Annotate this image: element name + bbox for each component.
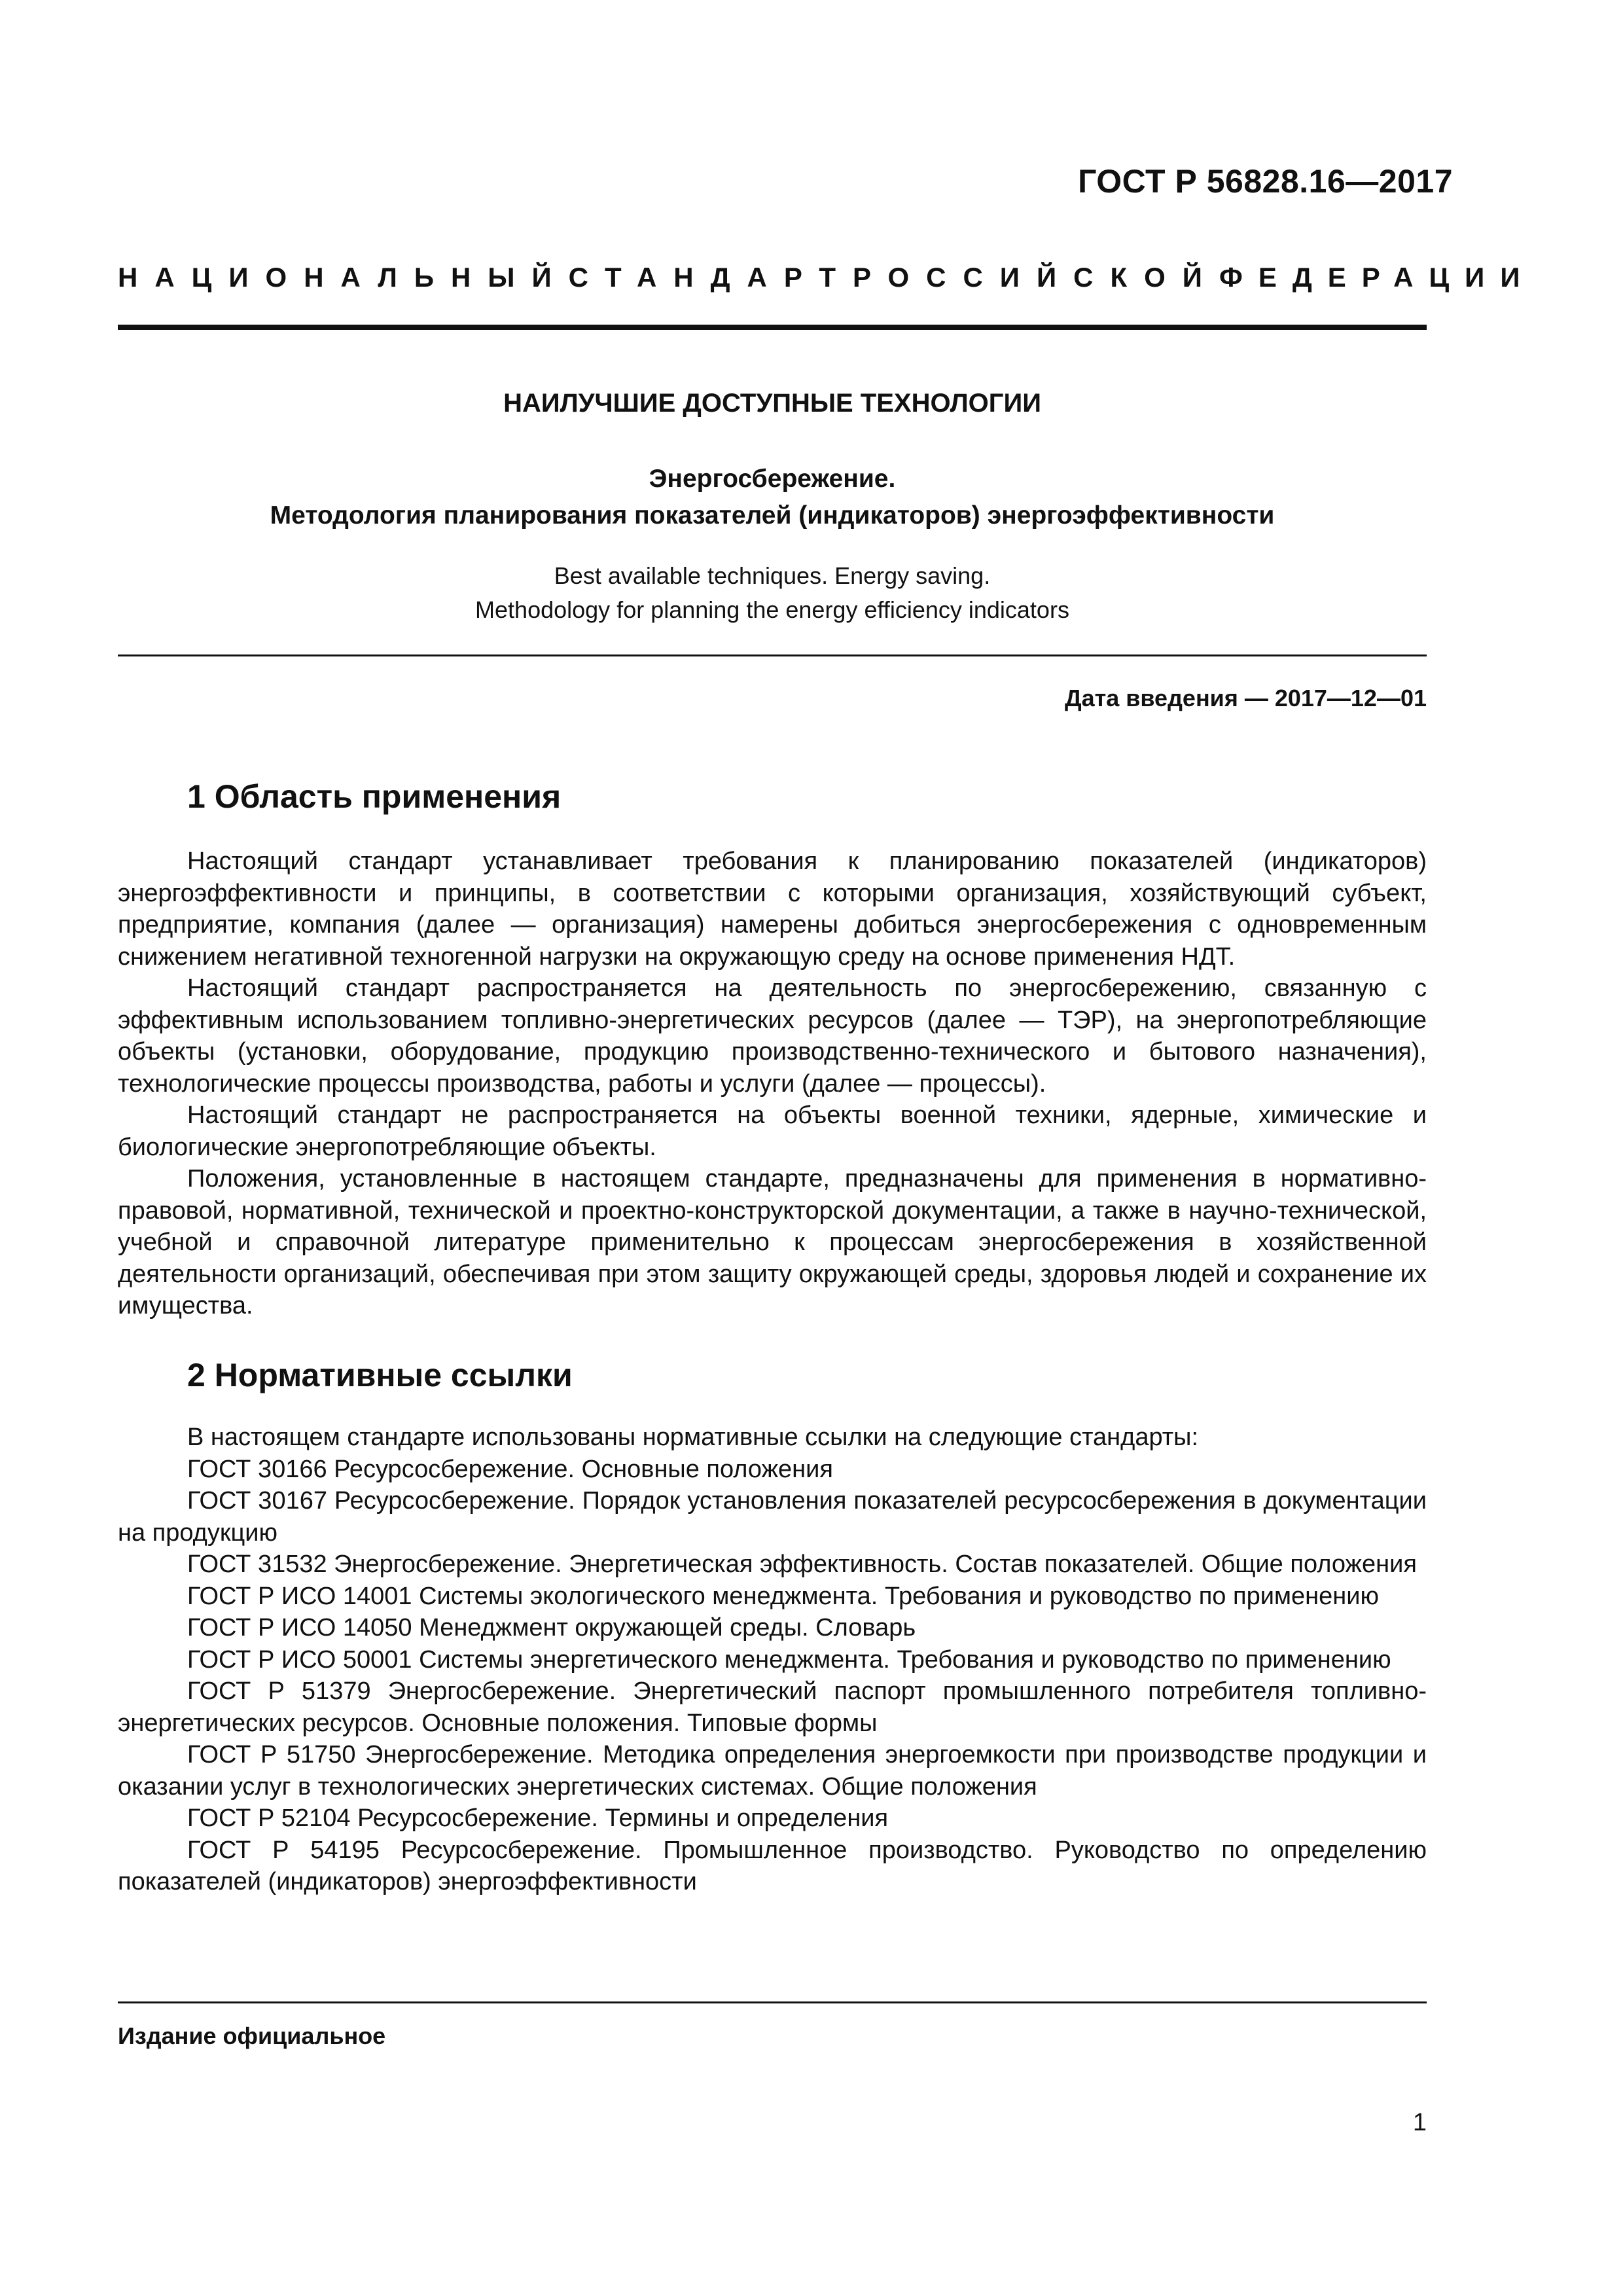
title-main: НАИЛУЧШИЕ ДОСТУПНЫЕ ТЕХНОЛОГИИ bbox=[503, 389, 1041, 418]
section-heading-scope: 1 Область применения bbox=[187, 778, 562, 815]
reference-item: ГОСТ Р ИСО 50001 Системы энергетического менеджмента. Требования и руководство по применению bbox=[187, 1645, 1391, 1674]
edition-label: Издание официальное bbox=[118, 2022, 386, 2049]
section-body-scope bbox=[118, 846, 1427, 1322]
national-standard-banner bbox=[118, 262, 1536, 293]
paragraph: Настоящий стандарт распространяется на деятельность по энергосбережению, связанную с эффективным использованием топливно-энергетических ресурсов (далее — ТЭР), на энергопотребляющие объекты (установки, оборудование, продукцию производственно-технического и бытового назначения), технологические процессы производства, работы и услуги (далее — процессы). bbox=[118, 975, 1427, 1098]
banner-word: РОССИЙСКОЙ bbox=[853, 262, 1219, 293]
paragraph: Настоящий стандарт устанавливает требования к планированию показателей (индикаторов) энергоэффективности и принципы, в соответствии с которыми организация, хозяйствующий субъект, предприятие, компания (далее — организация) намерены добиться энергосбережения с одновременным снижением негативной техногенной нагрузки на окружающую среду на основе применения НДТ. bbox=[118, 848, 1427, 971]
title-sub bbox=[118, 461, 1427, 534]
document-number: ГОСТ Р 56828.16—2017 bbox=[1078, 163, 1453, 200]
title-sub-line: Энергосбережение. bbox=[649, 465, 896, 493]
section-heading-references: 2 Нормативные ссылки bbox=[187, 1357, 573, 1393]
title-english bbox=[118, 559, 1427, 627]
title-sub-line: Методология планирования показателей (индикаторов) энергоэффективности bbox=[270, 501, 1275, 529]
reference-item: ГОСТ 31532 Энергосбережение. Энергетическая эффективность. Состав показателей. Общие положения bbox=[187, 1551, 1417, 1578]
page-number: 1 bbox=[1412, 2109, 1427, 2136]
paragraph: В настоящем стандарте использованы нормативные ссылки на следующие стандарты: bbox=[187, 1424, 1199, 1451]
paragraph: Положения, установленные в настоящем стандарте, предназначены для применения в нормативно-правовой, нормативной, технической и проектно-конструкторской документации, а также в научно-технической, учебной и справочной литературе применительно к процессам энергосбережения в хозяйственной деятельности организаций, обеспечивая при этом защиту окружающей среды, здоровья людей и сохранение их имущества. bbox=[118, 1165, 1427, 1319]
title-english-line: Best available techniques. Energy saving. bbox=[554, 562, 991, 589]
section-body-references bbox=[118, 1422, 1427, 1898]
banner-word: НАЦИОНАЛЬНЫЙ bbox=[118, 262, 569, 293]
introduction-date: Дата введения — 2017—12—01 bbox=[1064, 685, 1427, 711]
footer-divider bbox=[118, 2001, 1427, 2003]
reference-item: ГОСТ 30166 Ресурсосбережение. Основные положения bbox=[187, 1455, 833, 1483]
header-divider bbox=[118, 325, 1427, 330]
reference-item: ГОСТ 30167 Ресурсосбережение. Порядок установления показателей ресурсосбережения в документации на продукцию bbox=[118, 1487, 1427, 1547]
reference-item: ГОСТ Р 51750 Энергосбережение. Методика определения энергоемкости при производстве продукции и оказании услуг в технологических энергетических системах. Общие положения bbox=[118, 1741, 1427, 1801]
reference-item: ГОСТ Р ИСО 14001 Системы экологического менеджмента. Требования и руководство по применению bbox=[187, 1582, 1380, 1610]
banner-word: СТАНДАРТ bbox=[568, 262, 853, 293]
reference-item: ГОСТ Р 54195 Ресурсосбережение. Промышленное производство. Руководство по определению показателей (индикаторов) энергоэффективности bbox=[118, 1836, 1427, 1895]
reference-item: ГОСТ Р 51379 Энергосбережение. Энергетический паспорт промышленного потребителя топливно-энергетических ресурсов. Основные положения. Типовые формы bbox=[118, 1677, 1427, 1737]
paragraph: Настоящий стандарт не распространяется на объекты военной техники, ядерные, химические и биологические энергопотребляющие объекты. bbox=[118, 1102, 1427, 1161]
reference-item: ГОСТ Р ИСО 14050 Менеджмент окружающей среды. Словарь bbox=[187, 1614, 916, 1641]
title-divider bbox=[118, 655, 1427, 656]
banner-word: ФЕДЕРАЦИИ bbox=[1219, 262, 1536, 293]
title-english-line: Methodology for planning the energy efficiency indicators bbox=[475, 596, 1069, 623]
reference-item: ГОСТ Р 52104 Ресурсосбережение. Термины и определения bbox=[187, 1804, 889, 1832]
